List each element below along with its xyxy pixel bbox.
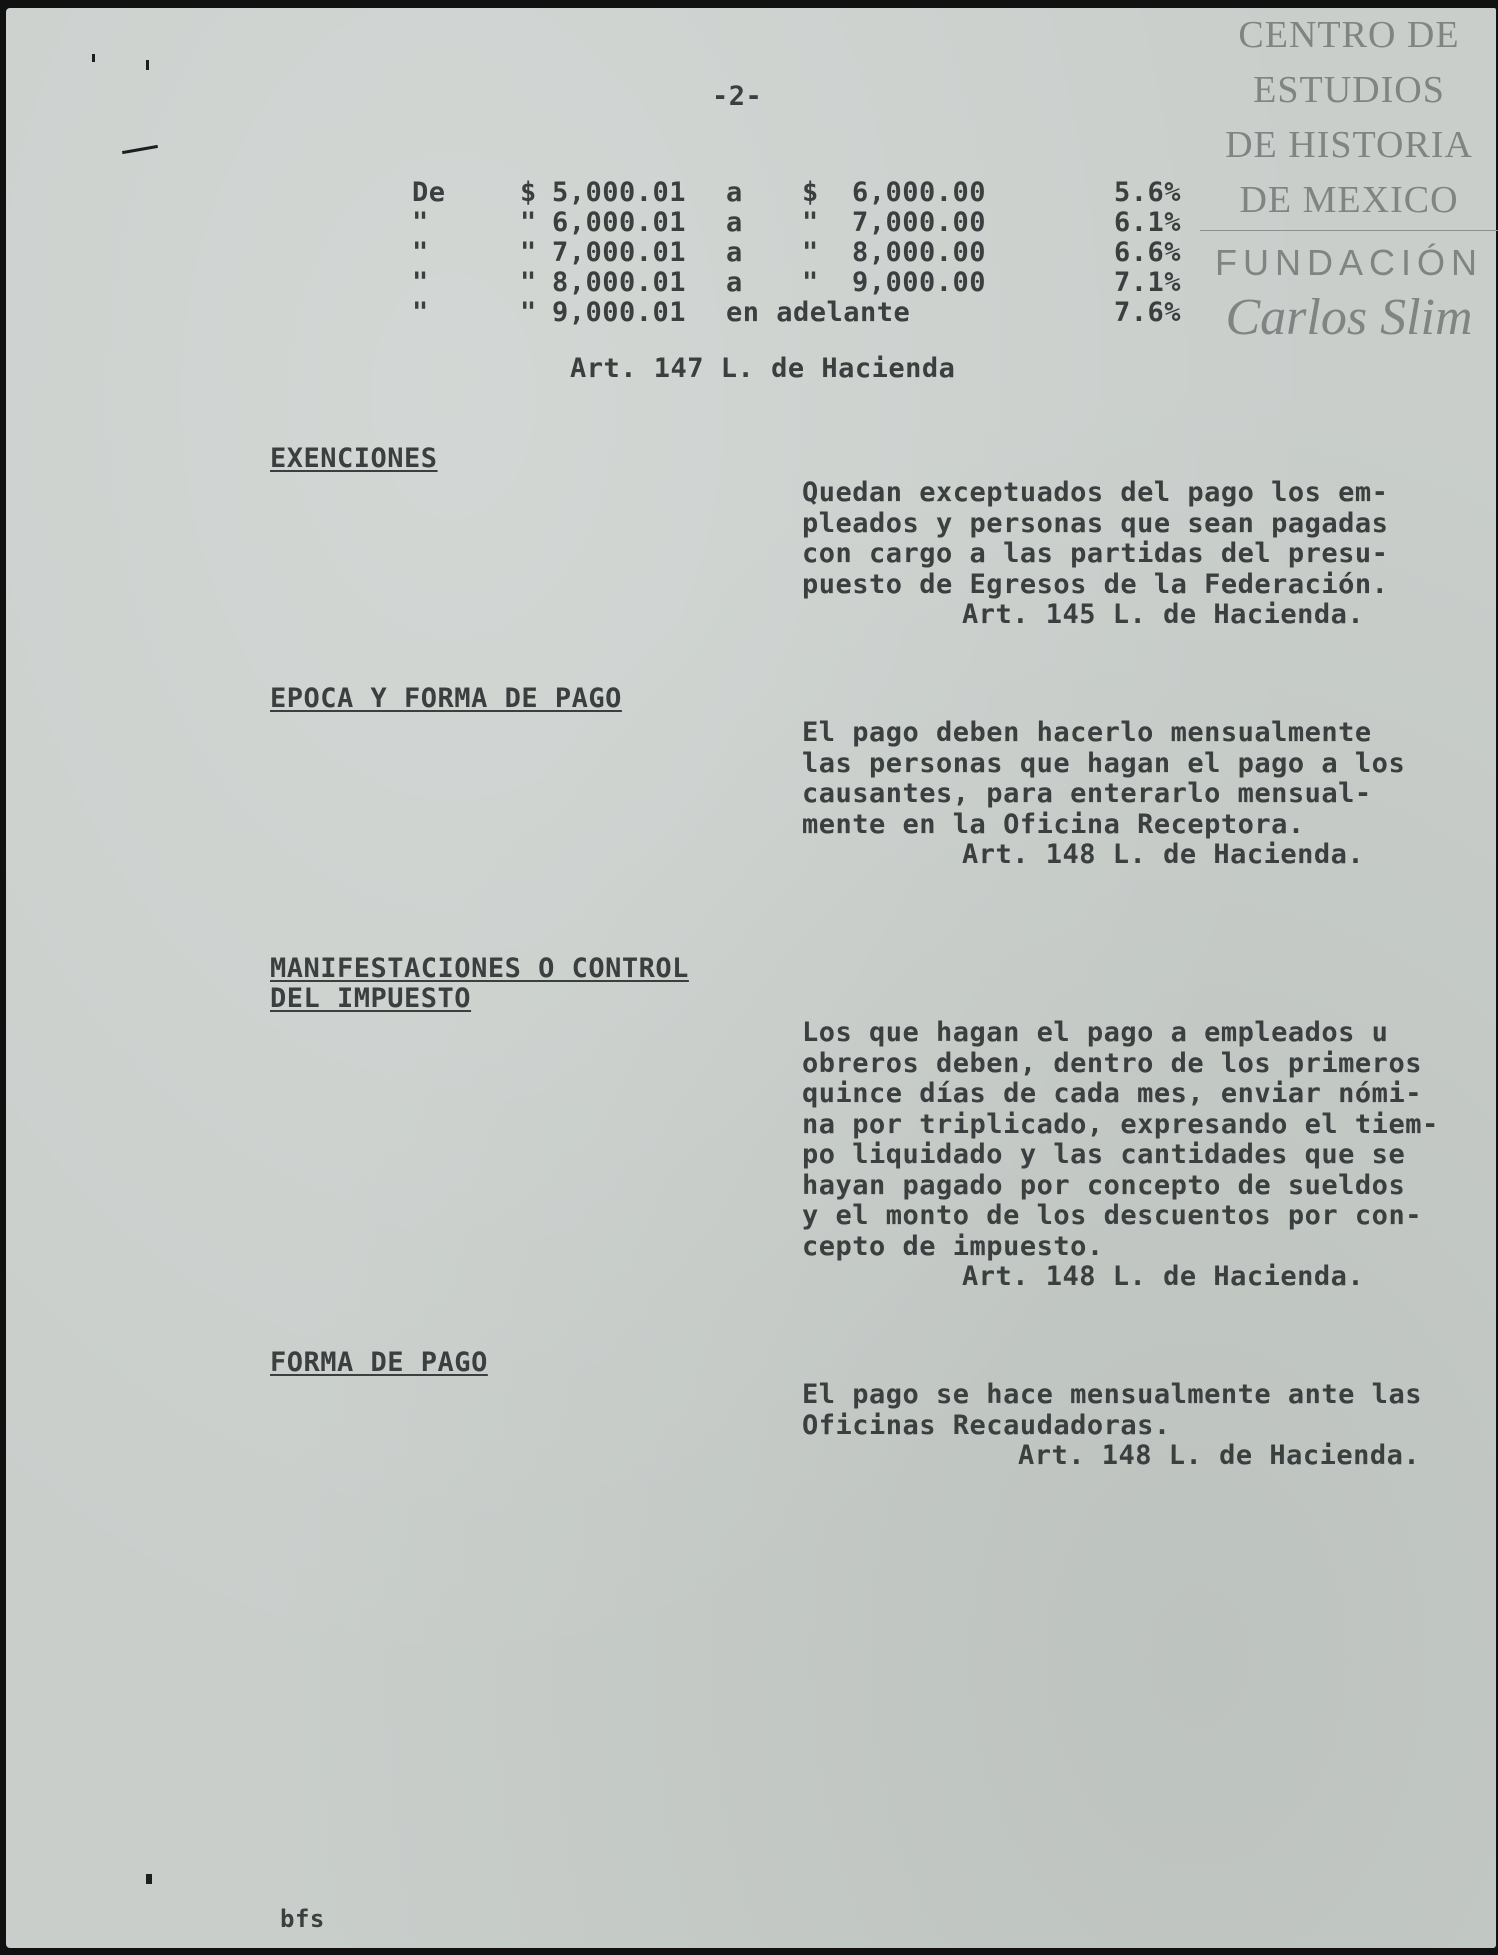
rate-table-rate: 7.6%	[1114, 297, 1182, 328]
section-body-line: na por triplicado, expresando el tiem-	[802, 1108, 1439, 1140]
rate-table-from: 5,000.01	[552, 177, 687, 208]
punch-mark	[146, 60, 149, 70]
watermark-line: CENTRO DE	[1238, 14, 1460, 56]
rate-table-conn: a	[726, 177, 743, 208]
rate-table-to-sym: "	[802, 207, 819, 238]
section-heading: EPOCA Y FORMA DE PAGO	[270, 683, 622, 714]
section-body-line: El pago deben hacerlo mensualmente	[802, 717, 1372, 748]
rate-table-from-sym: "	[520, 237, 537, 268]
rate-table-prefix: De	[412, 177, 446, 208]
section-body-line: pleados y personas que sean pagadas	[802, 507, 1389, 539]
rate-table-from-sym: "	[520, 207, 537, 238]
punch-mark	[122, 145, 158, 154]
rate-table-prefix: "	[412, 207, 429, 238]
rate-table-conn: a	[726, 267, 743, 298]
section-body-line: El pago se hace mensualmente ante las	[802, 1379, 1422, 1410]
rate-table-from-sym: $	[520, 177, 537, 208]
rate-table-from-sym: "	[520, 297, 537, 328]
rate-table-to: 7,000.00	[852, 207, 987, 238]
rate-table-to-sym: $	[802, 177, 819, 208]
watermark-divider	[1200, 230, 1498, 231]
typist-initials: bfs	[280, 1905, 325, 1933]
rate-table-rate: 6.6%	[1114, 237, 1182, 268]
section-reference: Art. 145 L. de Hacienda.	[962, 599, 1365, 630]
section-body-line: cepto de impuesto.	[802, 1230, 1104, 1262]
section-heading: MANIFESTACIONES O CONTROL	[270, 953, 689, 984]
rate-table-rate: 5.6%	[1114, 177, 1182, 208]
rate-table-from: 8,000.01	[552, 267, 687, 298]
section-body-line: y el monto de los descuentos por con-	[802, 1200, 1422, 1231]
section-body-line: Quedan exceptuados del pago los em-	[802, 477, 1389, 508]
rate-table-rate: 7.1%	[1114, 267, 1182, 298]
rate-table-rate: 6.1%	[1114, 207, 1182, 238]
watermark-line: ESTUDIOS	[1253, 69, 1445, 111]
rate-table-to: 6,000.00	[852, 177, 987, 208]
section-heading: FORMA DE PAGO	[270, 1347, 488, 1378]
section-body-line: con cargo a las partidas del presu-	[802, 538, 1389, 569]
rate-table-conn: a	[726, 237, 743, 268]
watermark-line: DE MEXICO	[1239, 179, 1459, 221]
punch-mark	[92, 54, 95, 62]
rate-table-conn: en adelante	[726, 297, 911, 328]
page-number: -2-	[712, 81, 763, 112]
rate-table-to: 8,000.00	[852, 237, 987, 268]
rate-table-conn: a	[726, 207, 743, 238]
rate-table-from-sym: "	[520, 267, 537, 298]
section-body-line: obreros deben, dentro de los primeros	[802, 1047, 1422, 1079]
watermark-line: DE HISTORIA	[1225, 124, 1473, 166]
section-body-line: Los que hagan el pago a empleados u	[802, 1017, 1389, 1048]
rate-table-from: 7,000.01	[552, 237, 687, 268]
archive-watermark	[1200, 8, 1498, 408]
rate-table-from: 9,000.01	[552, 297, 687, 328]
rate-table-prefix: "	[412, 237, 429, 268]
rate-table-to-sym: "	[802, 237, 819, 268]
table-reference: Art. 147 L. de Hacienda	[570, 353, 956, 384]
section-body-line: Oficinas Recaudadoras.	[802, 1409, 1171, 1441]
rate-table-prefix: "	[412, 267, 429, 298]
watermark-foundation: FUNDACIÓN	[1215, 242, 1483, 283]
punch-mark	[146, 1874, 152, 1884]
watermark-signature: Carlos Slim	[1225, 289, 1473, 346]
section-body-line: las personas que hagan el pago a los	[802, 747, 1406, 779]
section-heading: DEL IMPUESTO	[270, 983, 472, 1014]
section-reference: Art. 148 L. de Hacienda.	[962, 1261, 1365, 1292]
section-body-line: puesto de Egresos de la Federación.	[802, 568, 1389, 600]
section-body-line: po liquidado y las cantidades que se	[802, 1139, 1406, 1170]
section-heading: EXENCIONES	[270, 443, 438, 474]
section-reference: Art. 148 L. de Hacienda.	[962, 839, 1365, 870]
section-body-line: mente en la Oficina Receptora.	[802, 808, 1305, 840]
rate-table-to-sym: "	[802, 267, 819, 298]
rate-table-to: 9,000.00	[852, 267, 987, 298]
section-body-line: causantes, para enterarlo mensual-	[802, 778, 1372, 809]
section-body-line: hayan pagado por concepto de sueldos	[802, 1169, 1406, 1201]
section-body-line: quince días de cada mes, enviar nómi-	[802, 1078, 1422, 1109]
section-reference: Art. 148 L. de Hacienda.	[1018, 1440, 1421, 1471]
rate-table-prefix: "	[412, 297, 429, 328]
rate-table-from: 6,000.01	[552, 207, 687, 238]
